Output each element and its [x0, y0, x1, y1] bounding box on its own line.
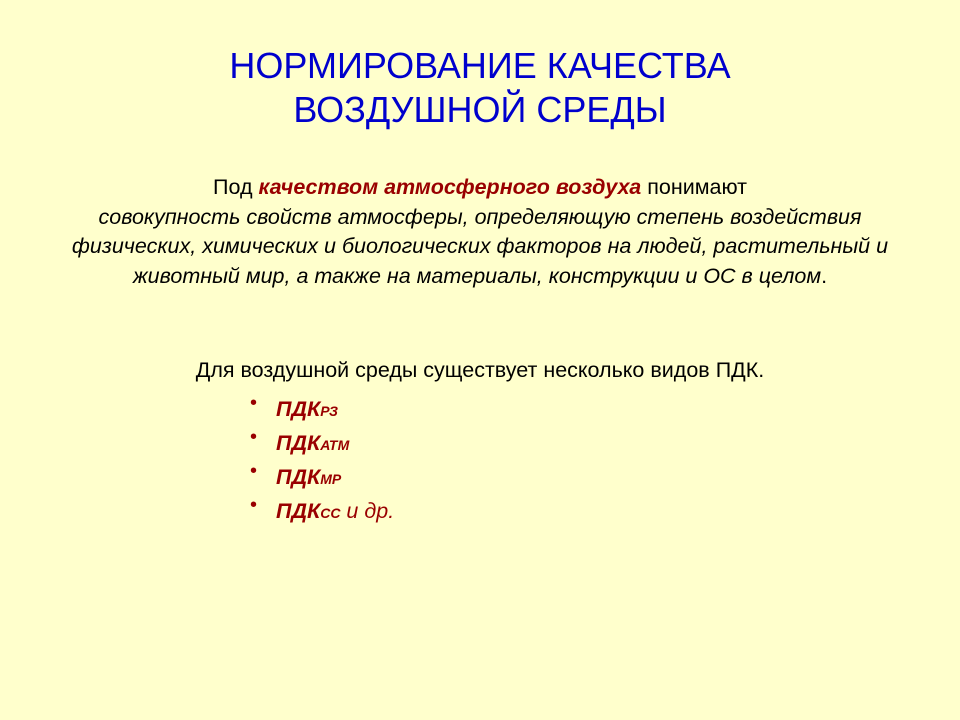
bullet-icon: • [250, 426, 258, 448]
item-abbr: ПДК [276, 499, 321, 523]
para-verb: понимают [641, 175, 747, 199]
title-line-2: ВОЗДУШНОЙ СРЕДЫ [293, 89, 667, 130]
pdk-list [250, 392, 394, 528]
item-sub: СС [320, 505, 341, 521]
definition-paragraph [40, 173, 920, 291]
item-sub: АТМ [320, 437, 350, 453]
bullet-icon: • [250, 392, 258, 414]
item-tail: и др. [340, 499, 395, 523]
bullet-icon: • [250, 460, 258, 482]
para-rest: совокупность свойств атмосферы, определяющую степень воздействия физических, химических и биологических факторов на людей, растительный и животный мир, а также на материалы, конструкции и ОС в целом [71, 204, 889, 288]
list-item [250, 426, 394, 460]
list-item [250, 460, 394, 494]
item-abbr: ПДК [276, 397, 321, 421]
para-end: . [821, 263, 828, 288]
para-lead: Под [213, 175, 259, 199]
item-sub: МР [320, 471, 342, 487]
bullet-icon: • [250, 494, 258, 516]
slide-title [0, 44, 960, 132]
list-item [250, 392, 394, 426]
para-term: качеством атмосферного воздуха [258, 175, 642, 199]
title-line-1: НОРМИРОВАНИЕ КАЧЕСТВА [229, 45, 731, 86]
intro-text: Для воздушной среды существует несколько видов ПДК. [195, 358, 765, 382]
item-sub: РЗ [320, 403, 339, 419]
item-abbr: ПДК [276, 431, 321, 455]
item-abbr: ПДК [276, 465, 321, 489]
list-item [250, 494, 394, 528]
